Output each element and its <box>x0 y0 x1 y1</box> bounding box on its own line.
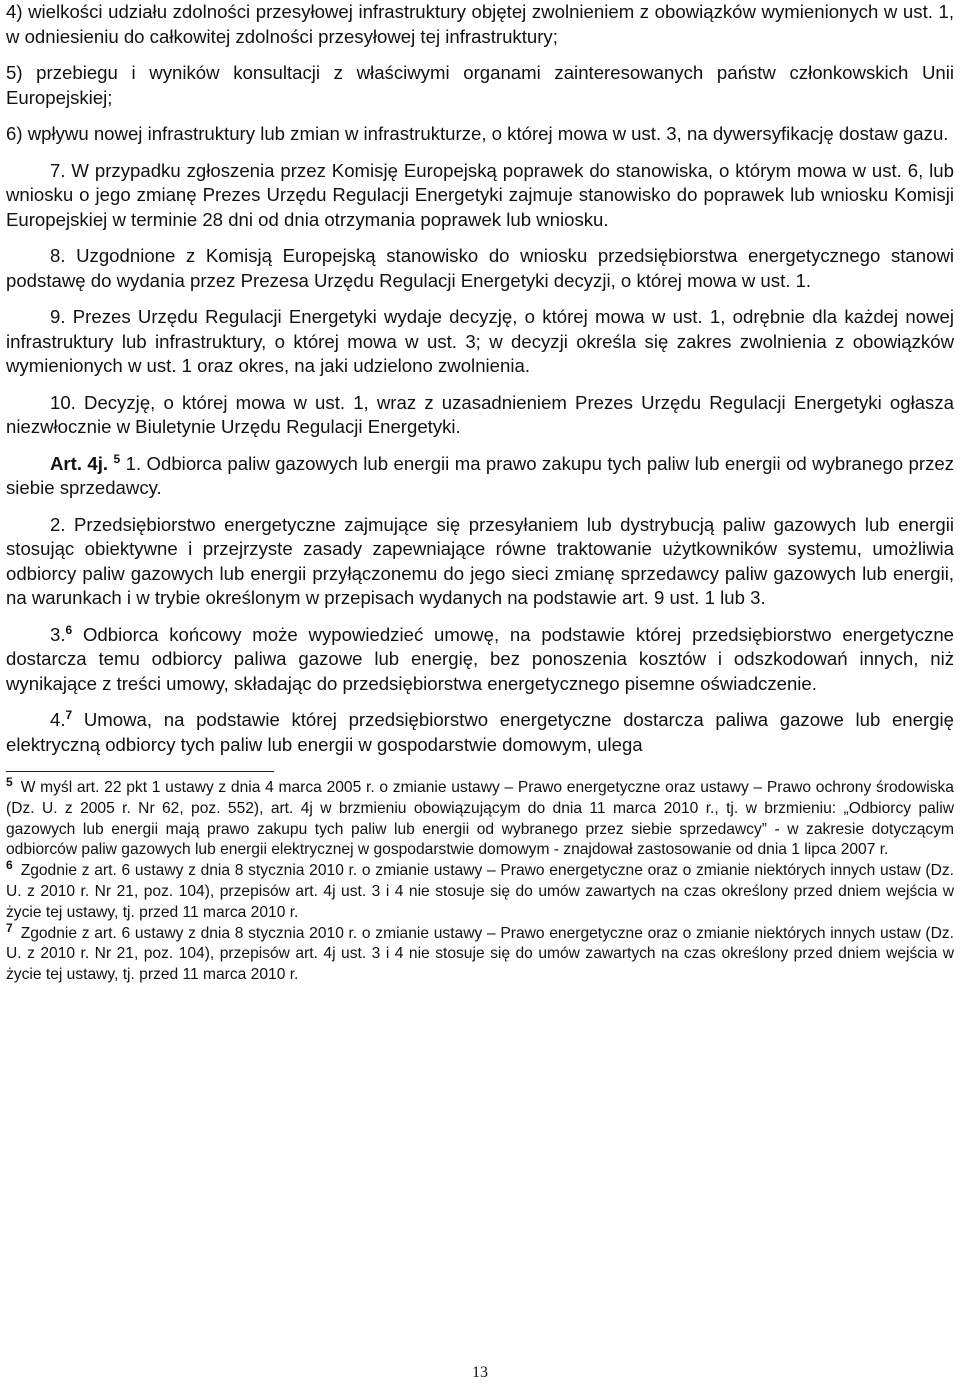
paragraph-10: 10. Decyzję, o której mowa w ust. 1, wraz z uzasadnieniem Prezes Urzędu Regulacji Energetyki ogłasza niezwłocznie w Biuletynie Urzędu Regulacji Energetyki. <box>6 391 954 437</box>
list-item-6: 6) wpływu nowej infrastruktury lub zmian w infrastrukturze, o której mowa w ust. 3, na dywersyfikację dostaw gazu. <box>6 123 949 144</box>
paragraph-number: 4. <box>50 709 66 730</box>
footnote-text: Zgodnie z art. 6 ustawy z dnia 8 stycznia 2010 r. o zmianie ustawy – Prawo energetyczne oraz o zmianie niektórych innych ustaw (Dz. U. z 2010 r. Nr 21, poz. 104), przepisów art. 4j ust. 3 i 4 nie stosuje się do umów zawartych na czas określony przed dniem wejścia w życie tej ustawy, tj. przed 11 marca 2010 r. <box>6 924 954 984</box>
footnote-divider <box>6 771 274 772</box>
footnote-ref-7[interactable]: 7 <box>65 708 73 722</box>
footnote-mark: 5 <box>6 775 13 789</box>
list-item-4: 4) wielkości udziału zdolności przesyłowej infrastruktury objętej zwolnieniem z obowiązków wymienionych w ust. 1, w odniesieniu do całkowitej zdolności przesyłowej tej infrastruktury; <box>6 1 954 47</box>
paragraph-7: 7. W przypadku zgłoszenia przez Komisję Europejską poprawek do stanowiska, o którym mowa w ust. 6, lub wniosku o jego zmianę Prezes Urzędu Regulacji Energetyki zajmuje stanowisko do poprawek lub wniosku Komisji Europejskiej w terminie 28 dni od dnia otrzymania poprawek lub wniosku. <box>6 159 954 230</box>
article-4j-paragraph-1 <box>6 452 954 501</box>
paragraph-9: 9. Prezes Urzędu Regulacji Energetyki wydaje decyzję, o której mowa w ust. 1, odrębnie dla każdej nowej infrastruktury lub infrastruktury, o której mowa w ust. 3; w decyzji określa się zakres zwolnienia z obowiązków wymienionych w ust. 1 oraz okres, na jaki udzielono zwolnienia. <box>6 306 954 376</box>
article-label: Art. 4j. <box>50 452 109 474</box>
main-text <box>6 0 954 757</box>
footnote-ref-6[interactable]: 6 <box>65 622 73 637</box>
footnote-mark: 7 <box>6 920 13 935</box>
footnote-mark: 6 <box>6 858 13 873</box>
footnote-text: W myśl art. 22 pkt 1 ustawy z dnia 4 marca 2005 r. o zmianie ustawy – Prawo energetyczne oraz ustawy – Prawo ochrony środowiska (Dz. U. z 2005 r. Nr 62, poz. 552), art. 4j w brzmieniu obowiązującym do dnia 11 marca 2010 r., tj. w brzmieniu: „Odbiorcy paliw gazowych lub energii mają prawo zakupu tych paliw lub energii od wybranego przez siebie sprzedawcy” - w zakresie dotyczącym odbiorców paliw gazowych lub energii elektrycznej w gospodarstwie domowym - znajdował zastosowanie od dnia 1 lipca 2007 r. <box>6 779 954 859</box>
paragraph-text: Odbiorca końcowy może wypowiedzieć umowę, na podstawie której przedsiębiorstwo energetyczne dostarcza temu odbiorcy paliwa gazowe lub energię, bez ponoszenia kosztów i odszkodowań innych, niż wynikające z treści umowy, składając do przedsiębiorstwa energetycznego pisemne oświadczenie. <box>6 623 954 694</box>
paragraph-number: 3. <box>50 623 66 645</box>
article-4j-paragraph-2: 2. Przedsiębiorstwo energetyczne zajmujące się przesyłaniem lub dystrybucją paliw gazowych lub energii stosując obiektywne i przejrzyste zasady zapewniające równe traktowanie użytkowników systemu, umożliwia odbiorcy paliw gazowych lub energii przyłączonemu do jego sieci zmianę sprzedawcy paliw gazowych lub energii, na warunkach i w trybie określonym w przepisach wydanych na podstawie art. 9 ust. 1 lub 3. <box>6 513 954 608</box>
footnote-text: Zgodnie z art. 6 ustawy z dnia 8 stycznia 2010 r. o zmianie ustawy – Prawo energetyczne oraz o zmianie niektórych innych ustaw (Dz. U. z 2010 r. Nr 21, poz. 104), przepisów art. 4j ust. 3 i 4 nie stosuje się do umów zawartych na czas określony przed dniem wejścia w życie tej ustawy, tj. przed 11 marca 2010 r. <box>6 862 954 921</box>
paragraph-text: Umowa, na podstawie której przedsiębiorstwo energetyczne dostarcza paliwa gazowe lub energię elektryczną odbiorcy tych paliw lub energii w gospodarstwie domowym, ulega <box>6 709 954 755</box>
article-4j-paragraph-3 <box>6 623 954 697</box>
footnote-7 <box>6 920 954 986</box>
footnote-5 <box>6 775 954 861</box>
footnote-6 <box>6 858 954 923</box>
footnote-ref-5[interactable]: 5 <box>113 451 121 466</box>
page-number: 13 <box>472 1364 488 1381</box>
list-item-5: 5) przebiegu i wyników konsultacji z właściwymi organami zainteresowanych państw członkowskich Unii Europejskiej; <box>6 62 954 108</box>
article-4j-paragraph-4 <box>6 708 954 757</box>
footnotes <box>6 775 954 986</box>
article-text: 1. Odbiorca paliw gazowych lub energii ma prawo zakupu tych paliw lub energii od wybranego przez siebie sprzedawcy. <box>6 452 955 498</box>
paragraph-8: 8. Uzgodnione z Komisją Europejską stanowisko do wniosku przedsiębiorstwa energetycznego stanowi podstawę do wydania przez Prezesa Urzędu Regulacji Energetyki decyzji, o której mowa w ust. 1. <box>6 245 954 291</box>
